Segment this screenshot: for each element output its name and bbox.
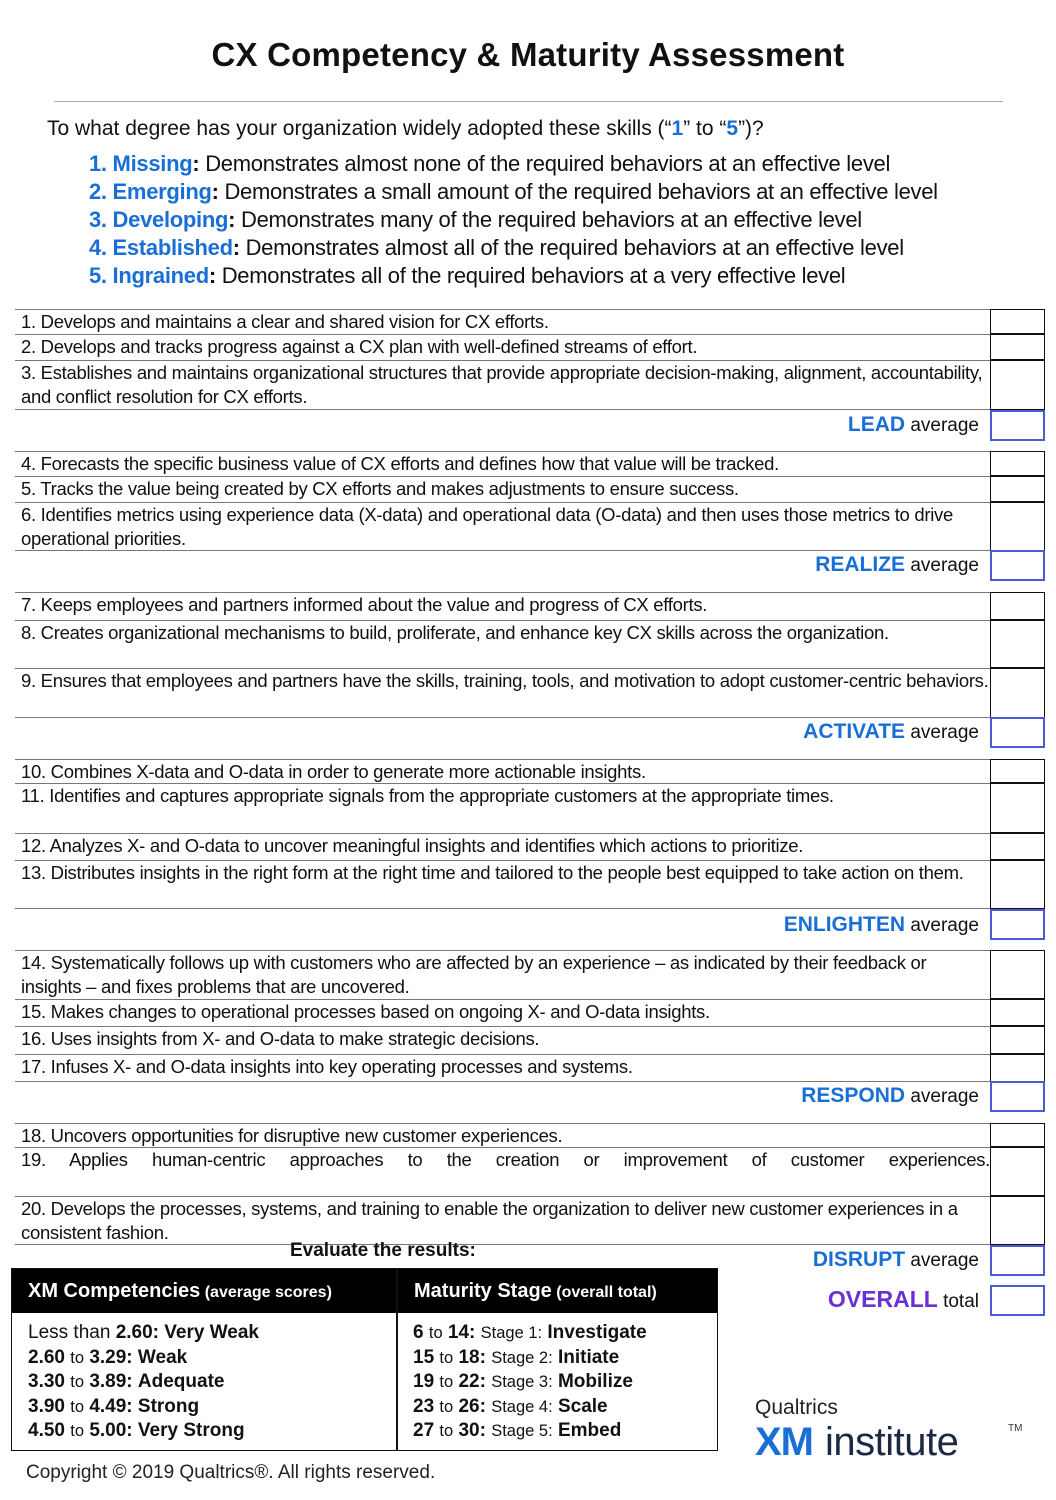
activate-average-box[interactable] — [990, 717, 1045, 748]
range-colon: : — [126, 1395, 133, 1417]
section-name: LEAD — [847, 413, 906, 436]
maturity-range — [413, 1370, 647, 1395]
score-input-box[interactable] — [990, 334, 1045, 360]
stage-number: Stage 4: — [491, 1397, 553, 1416]
assessment-item: 5. Tracks the value being created by CX efforts and makes adjustments to ensure success. — [15, 476, 990, 502]
stage-number: Stage 1: — [480, 1324, 543, 1342]
range-high: 30 — [458, 1420, 480, 1441]
rating-level-colon: : — [192, 151, 200, 176]
assessment-item: 15. Makes changes to operational processes based on ongoing X- and O-data insights. — [15, 999, 990, 1026]
column-divider — [396, 1269, 398, 1450]
respond-average-label — [801, 1084, 979, 1108]
header-note: (average scores) — [200, 1284, 332, 1301]
stage-label: Embed — [557, 1420, 622, 1441]
score-input-box[interactable] — [990, 1026, 1045, 1054]
disrupt-average-label — [813, 1248, 979, 1272]
rating-level — [89, 262, 938, 290]
score-input-box[interactable] — [990, 1123, 1045, 1147]
overall-total-label — [828, 1286, 979, 1313]
stage-number: Stage 2: — [491, 1348, 553, 1367]
question-text-mid: ” to “ — [683, 117, 727, 140]
activate-average-label — [803, 720, 979, 744]
assessment-item: 18. Uncovers opportunities for disruptive new customer experiences. — [15, 1123, 990, 1147]
maturity-range — [413, 1321, 647, 1346]
rating-level — [89, 150, 938, 178]
average-suffix: average — [905, 415, 979, 436]
section-name: ACTIVATE — [803, 720, 906, 743]
assessment-item: 9. Ensures that employees and partners have the skills, training, tools, and motivation to adopt customer-centric behaviors. — [15, 668, 990, 718]
range-low: 3.90 — [28, 1395, 65, 1417]
range-high: 14 — [447, 1322, 470, 1343]
range-to: to — [70, 1397, 85, 1416]
assessment-item: 14. Systematically follows up with customers who are affected by an experience – as indicated by their feedback or insights – and fixes problems that are uncovered. — [15, 950, 990, 999]
range-to: to — [439, 1397, 454, 1416]
range-to: to — [439, 1348, 454, 1367]
range-low: 3.30 — [28, 1371, 65, 1392]
evaluate-results-heading: Evaluate the results: — [290, 1240, 476, 1261]
section-name: RESPOND — [801, 1084, 906, 1107]
range-high: 3.29 — [89, 1346, 127, 1368]
assessment-item: 13. Distributes insights in the right form at the right time and tailored to the people best equipped to take action on them. — [15, 860, 990, 909]
score-input-box[interactable] — [990, 1054, 1045, 1082]
score-input-box[interactable] — [990, 451, 1045, 476]
score-input-box[interactable] — [990, 592, 1045, 620]
rating-level — [89, 234, 938, 262]
enlighten-average-box[interactable] — [990, 909, 1045, 940]
score-input-box[interactable] — [990, 476, 1045, 502]
header-note: (overall total) — [551, 1284, 657, 1301]
respond-average-box[interactable] — [990, 1081, 1045, 1112]
average-suffix: average — [905, 1086, 979, 1107]
range-low: 2.60 — [28, 1346, 65, 1368]
competencies-header — [12, 1269, 396, 1313]
range-colon: : — [479, 1420, 486, 1441]
stage-label: Initiate — [557, 1346, 620, 1368]
assessment-item: 10. Combines X-data and O-data in order to generate more actionable insights. — [15, 759, 990, 783]
assessment-item: 12. Analyzes X- and O-data to uncover meaningful insights and identifies which actions to prioritize. — [15, 833, 990, 860]
rating-level-name: 5. Ingrained — [89, 263, 209, 288]
assessment-item: 7. Keeps employees and partners informed about the value and progress of CX efforts. — [15, 592, 990, 620]
title-divider — [54, 101, 1003, 102]
average-suffix: average — [905, 1250, 979, 1271]
page-title: CX Competency & Maturity Assessment — [211, 36, 845, 73]
maturity-range — [413, 1419, 647, 1444]
range-label: Very Strong — [137, 1420, 245, 1441]
rating-level-colon: : — [211, 179, 219, 204]
range-colon: : — [126, 1420, 133, 1441]
range-colon: : — [479, 1346, 486, 1368]
range-low: 19 — [413, 1371, 435, 1392]
rating-level-colon: : — [228, 207, 236, 232]
maturity-range — [413, 1346, 647, 1371]
score-input-box[interactable] — [990, 309, 1045, 334]
range-colon: : — [469, 1322, 476, 1343]
maturity-header — [398, 1269, 717, 1313]
score-input-box[interactable] — [990, 999, 1045, 1026]
lead-average-box[interactable] — [990, 410, 1045, 441]
disrupt-average-box[interactable] — [990, 1245, 1045, 1276]
competency-range — [28, 1321, 259, 1346]
rating-level-desc: Demonstrates a small amount of the required behaviors at an effective level — [218, 179, 938, 204]
trademark-mark: TM — [1008, 1423, 1023, 1434]
stage-label: Investigate — [547, 1322, 647, 1343]
score-input-box[interactable] — [990, 1196, 1045, 1245]
assessment-item: 2. Develops and tracks progress against a CX plan with well-defined streams of effort. — [15, 334, 990, 360]
competency-range — [28, 1419, 259, 1444]
assessment-item: 11. Identifies and captures appropriate signals from the appropriate customers at the appropriate times. — [15, 783, 990, 833]
rating-level-name: 3. Developing — [89, 207, 229, 232]
stage-number: Stage 3: — [491, 1373, 553, 1391]
range-low: 6 — [413, 1322, 424, 1343]
score-input-box[interactable] — [990, 833, 1045, 860]
assessment-item: 19. Applies human-centric approaches to the creation or improvement of customer experiences. — [15, 1147, 990, 1196]
range-to: to — [70, 1373, 85, 1391]
range-label: Adequate — [137, 1371, 225, 1392]
section-name: ENLIGHTEN — [783, 913, 906, 936]
realize-average-label — [815, 553, 979, 577]
assessment-item: 20. Develops the processes, systems, and training to enable the organization to deliver new customer experiences in a consistent fashion. — [15, 1196, 990, 1245]
question-text-end: ”)? — [738, 117, 764, 140]
overall-total-box[interactable] — [990, 1285, 1045, 1316]
competency-ranges — [28, 1321, 259, 1444]
range-high: 26 — [458, 1395, 480, 1417]
score-input-box[interactable] — [990, 502, 1045, 551]
section-name: DISRUPT — [812, 1248, 906, 1271]
average-suffix: average — [905, 555, 979, 576]
header-label: Maturity Stage — [414, 1280, 552, 1302]
rating-level — [89, 178, 938, 206]
maturity-range — [413, 1395, 647, 1420]
rating-scale-list — [89, 150, 938, 290]
range-low: 15 — [413, 1346, 435, 1368]
competency-range — [28, 1395, 259, 1420]
rating-level-name: 4. Established — [89, 235, 233, 260]
assessment-item: 4. Forecasts the specific business value of CX efforts and defines how that value will be tracked. — [15, 451, 990, 476]
enlighten-average-label — [784, 913, 979, 937]
assessment-item: 16. Uses insights from X- and O-data to make strategic decisions. — [15, 1026, 990, 1054]
competency-range — [28, 1370, 259, 1395]
range-low: 27 — [413, 1420, 435, 1441]
rating-level-desc: Demonstrates almost all of the required behaviors at an effective level — [239, 235, 904, 260]
score-input-box[interactable] — [990, 783, 1045, 833]
rating-level-desc: Demonstrates almost none of the required behaviors at an effective level — [199, 151, 891, 176]
question-max: 5 — [726, 117, 739, 140]
range-colon: : — [479, 1395, 486, 1417]
lead-average-label — [848, 413, 979, 437]
copyright-notice: Copyright © 2019 Qualtrics®. All rights reserved. — [26, 1462, 436, 1483]
range-label: Weak — [137, 1346, 188, 1368]
stage-label: Scale — [557, 1395, 608, 1417]
assessment-item: 3. Establishes and maintains organizational structures that provide appropriate decision-making, alignment, accountability, and conflict resolution for CX efforts. — [15, 360, 990, 410]
header-label: XM Competencies — [28, 1280, 201, 1302]
average-suffix: average — [905, 915, 979, 936]
range-high: 4.49 — [89, 1395, 127, 1417]
instructions-question — [47, 117, 764, 141]
institute-logo-text: institute — [825, 1420, 959, 1464]
range-high: 22 — [458, 1371, 480, 1392]
range-high: 5.00 — [89, 1420, 127, 1441]
competency-range — [28, 1346, 259, 1371]
score-input-box[interactable] — [990, 950, 1045, 999]
stage-number: Stage 5: — [491, 1422, 553, 1440]
range-colon: : — [152, 1322, 159, 1343]
score-input-box[interactable] — [990, 860, 1045, 909]
overall-name: OVERALL — [827, 1286, 938, 1312]
stage-label: Mobilize — [557, 1371, 633, 1392]
range-to: to — [439, 1422, 454, 1440]
assessment-item: 6. Identifies metrics using experience data (X-data) and operational data (O-data) and then uses those metrics to drive operational priorities. — [15, 502, 990, 551]
xm-logo-mark: XM — [755, 1420, 813, 1464]
total-suffix: total — [937, 1291, 979, 1312]
score-input-box[interactable] — [990, 360, 1045, 410]
realize-average-box[interactable] — [990, 550, 1045, 581]
range-high: 2.60 — [115, 1322, 153, 1343]
rating-level-desc: Demonstrates many of the required behaviors at an effective level — [235, 207, 862, 232]
range-low: 4.50 — [28, 1420, 65, 1441]
range-low: 23 — [413, 1395, 435, 1417]
range-colon: : — [479, 1371, 486, 1392]
range-to: to — [439, 1373, 454, 1391]
range-label: Strong — [137, 1395, 200, 1417]
score-input-box[interactable] — [990, 668, 1045, 718]
score-input-box[interactable] — [990, 1147, 1045, 1196]
question-min: 1 — [671, 117, 684, 140]
section-name: REALIZE — [815, 553, 906, 576]
score-input-box[interactable] — [990, 759, 1045, 783]
range-to: to — [70, 1348, 85, 1367]
range-high: 3.89 — [89, 1371, 127, 1392]
rating-level-desc: Demonstrates all of the required behaviors at a very effective level — [215, 263, 846, 288]
range-colon: : — [126, 1371, 133, 1392]
range-colon: : — [126, 1346, 133, 1368]
range-to: to — [70, 1422, 85, 1440]
rating-level-colon: : — [232, 235, 240, 260]
range-high: 18 — [458, 1346, 480, 1368]
assessment-item: 17. Infuses X- and O-data insights into key operating processes and systems. — [15, 1054, 990, 1082]
rating-level-name: 2. Emerging — [89, 179, 212, 204]
results-table — [11, 1268, 718, 1451]
range-to: to — [428, 1324, 443, 1342]
range-label: Very Weak — [164, 1322, 260, 1343]
rating-level-colon: : — [208, 263, 216, 288]
maturity-ranges — [413, 1321, 647, 1444]
qualtrics-logo-text: Qualtrics — [755, 1396, 838, 1419]
range-low: Less than — [28, 1322, 111, 1343]
average-suffix: average — [905, 722, 979, 743]
rating-level-name: 1. Missing — [89, 151, 193, 176]
score-input-box[interactable] — [990, 620, 1045, 668]
assessment-item: 8. Creates organizational mechanisms to build, proliferate, and enhance key CX skills across the organization. — [15, 620, 990, 668]
assessment-item: 1. Develops and maintains a clear and shared vision for CX efforts. — [15, 309, 990, 334]
rating-level — [89, 206, 938, 234]
question-text: To what degree has your organization widely adopted these skills (“ — [47, 117, 672, 140]
